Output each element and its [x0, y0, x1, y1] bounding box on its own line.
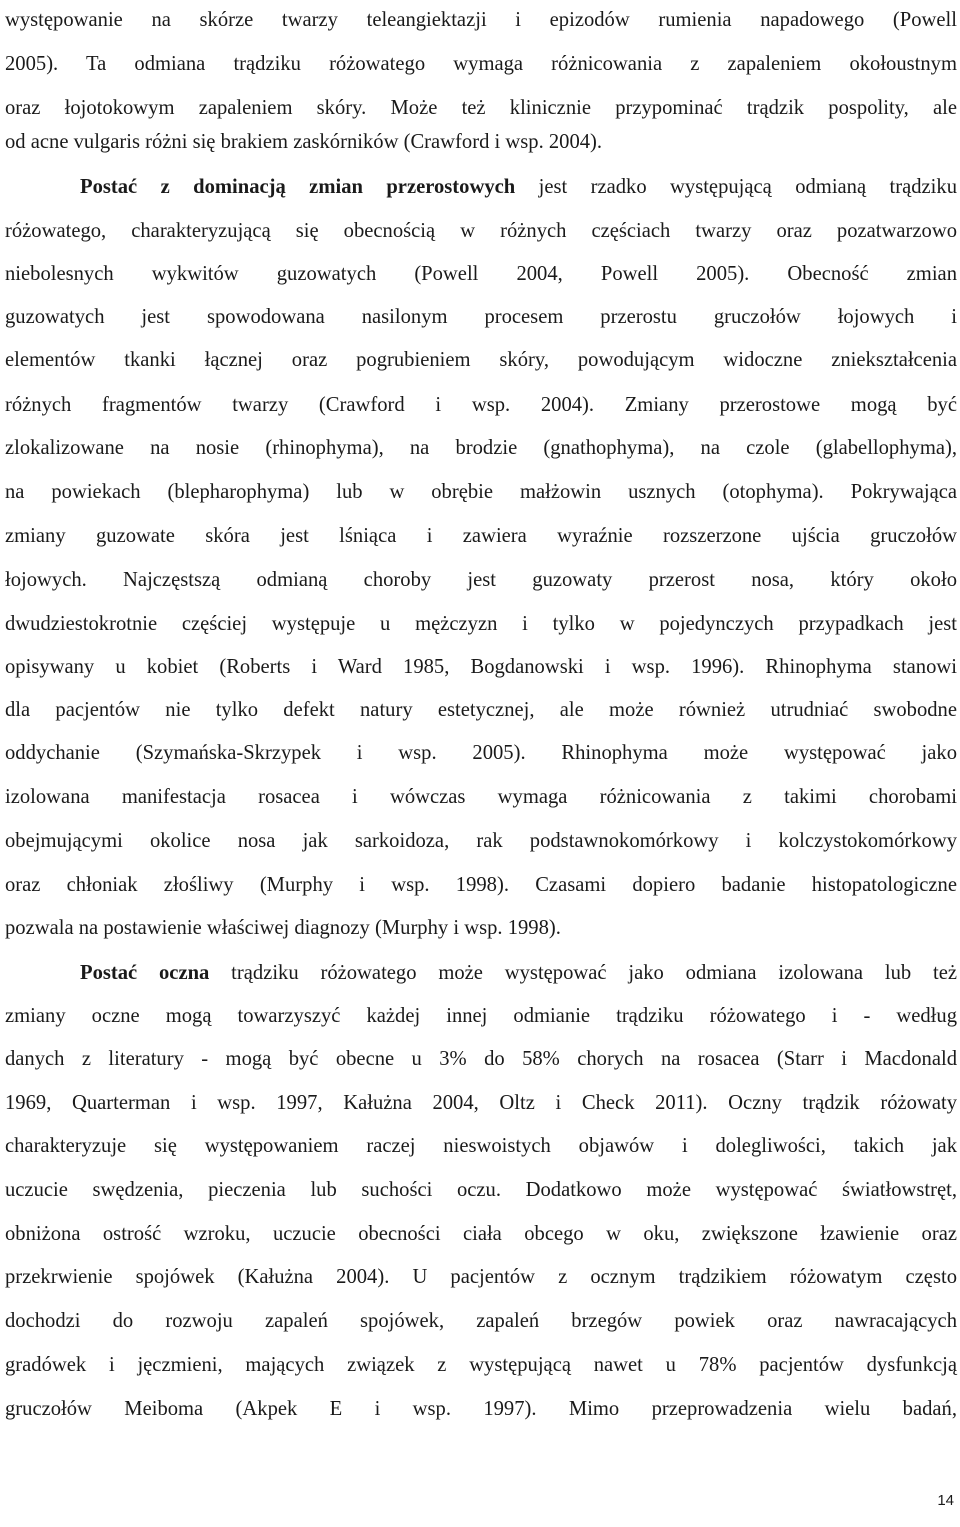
- text-segment: gradówek i jęczmieni, mających związek z występującą nawet u 78% pacjentów dysfunkcją: [5, 1354, 957, 1376]
- text-segment: obniżona ostrość wzroku, uczucie obecności ciała obcego w oku, zwiększone łzawienie oraz: [5, 1223, 957, 1245]
- text-line: [5, 216, 957, 246]
- text-line: [5, 93, 957, 123]
- text-line: [5, 345, 957, 375]
- text-segment: uczucie swędzenia, pieczenia lub suchości oczu. Dodatkowo może występować światłowstręt,: [5, 1179, 957, 1201]
- text-segment: 1969, Quarterman i wsp. 1997, Kałużna 2004, Oltz i Check 2011). Oczny trądzik różowaty: [5, 1092, 957, 1114]
- text-line: [5, 782, 957, 812]
- text-segment: od acne vulgaris różni się brakiem zaskórników (Crawford i wsp. 2004).: [5, 131, 603, 153]
- text-line: [5, 565, 957, 595]
- text-segment: 2005). Ta odmiana trądziku różowatego wymaga różnicowania z zapaleniem okołoustnym: [5, 53, 957, 75]
- text-line: [5, 172, 957, 202]
- text-line: [5, 302, 957, 332]
- text-line: [5, 652, 957, 682]
- text-line: [5, 913, 957, 943]
- text-line: [5, 477, 957, 507]
- text-segment: guzowatych jest spowodowana nasilonym procesem przerostu gruczołów łojowych i: [5, 306, 957, 328]
- text-segment: zmiany guzowate skóra jest lśniąca i zawiera wyraźnie rozszerzone ujścia gruczołów: [5, 525, 957, 547]
- text-segment: pozwala na postawienie właściwej diagnozy (Murphy i wsp. 1998).: [5, 917, 561, 939]
- text-line: [5, 870, 957, 900]
- text-segment: danych z literatury - mogą być obecne u 3% do 58% chorych na rosacea (Starr i Macdonald: [5, 1048, 957, 1070]
- text-line: [5, 521, 957, 551]
- text-segment: elementów tkanki łącznej oraz pogrubieniem skóry, powodującym widoczne zniekształcenia: [5, 349, 957, 371]
- text-segment: dla pacjentów nie tylko defekt natury estetycznej, ale może również utrudniać swobodne: [5, 699, 957, 721]
- text-segment: oddychanie (Szymańska-Skrzypek i wsp. 2005). Rhinophyma może występować jako: [5, 742, 957, 764]
- bold-heading-phrase: Postać oczna: [80, 962, 210, 984]
- text-segment: niebolesnych wykwitów guzowatych (Powell 2004, Powell 2005). Obecność zmian: [5, 263, 957, 285]
- text-segment: opisywany u kobiet (Roberts i Ward 1985, Bogdanowski i wsp. 1996). Rhinophyma stanowi: [5, 656, 957, 678]
- text-segment: charakteryzuje się występowaniem raczej nieswoistych objawów i dolegliwości, takich jak: [5, 1135, 957, 1157]
- text-line: [5, 609, 957, 639]
- text-line: [5, 826, 957, 856]
- text-line: [5, 738, 957, 768]
- text-segment: obejmującymi okolice nosa jak sarkoidoza, rak podstawnokomórkowy i kolczystokomórkowy: [5, 830, 957, 852]
- text-segment: gruczołów Meiboma (Akpek E i wsp. 1997). Mimo przeprowadzenia wielu badań,: [5, 1398, 957, 1420]
- text-segment: różowatego, charakteryzującą się obecnością w różnych częściach twarzy oraz pozatwarzowo: [5, 220, 957, 242]
- text-segment: łojowych. Najczęstszą odmianą choroby jest guzowaty przerost nosa, który około: [5, 569, 957, 591]
- text-segment: trądziku różowatego może występować jako odmiana izolowana lub też: [209, 962, 957, 984]
- text-segment: występowanie na skórze twarzy teleangiektazji i epizodów rumienia napadowego (Powell: [5, 9, 957, 31]
- text-line: [5, 127, 957, 157]
- text-line: [5, 1219, 957, 1249]
- text-line: [5, 49, 957, 79]
- text-line: [5, 433, 957, 463]
- text-segment: zmiany oczne mogą towarzyszyć każdej innej odmianie trądziku różowatego i - według: [5, 1005, 957, 1027]
- text-line: [5, 958, 957, 988]
- text-segment: przekrwienie spojówek (Kałużna 2004). U pacjentów z ocznym trądzikiem różowatym często: [5, 1266, 957, 1288]
- text-line: [5, 1088, 957, 1118]
- text-line: [5, 259, 957, 289]
- text-line: [5, 695, 957, 725]
- text-segment: jest rzadko występującą odmianą trądziku: [515, 176, 957, 198]
- text-line: [5, 1350, 957, 1380]
- text-segment: dochodzi do rozwoju zapaleń spojówek, zapaleń brzegów powiek oraz nawracających: [5, 1310, 957, 1332]
- text-segment: dwudziestokrotnie częściej występuje u mężczyzn i tylko w pojedynczych przypadkach jest: [5, 613, 957, 635]
- text-line: [5, 1131, 957, 1161]
- text-line: [5, 5, 957, 35]
- text-line: [5, 1044, 957, 1074]
- text-segment: zlokalizowane na nosie (rhinophyma), na brodzie (gnathophyma), na czole (glabellophyma),: [5, 437, 957, 459]
- text-segment: różnych fragmentów twarzy (Crawford i wsp. 2004). Zmiany przerostowe mogą być: [5, 394, 957, 416]
- bold-heading-phrase: Postać z dominacją zmian przerostowych: [80, 176, 516, 198]
- text-line: [5, 1262, 957, 1292]
- text-line: [5, 390, 957, 420]
- text-line: [5, 1394, 957, 1424]
- text-line: [5, 1306, 957, 1336]
- text-segment: izolowana manifestacja rosacea i wówczas wymaga różnicowania z takimi chorobami: [5, 786, 957, 808]
- text-segment: na powiekach (blepharophyma) lub w obrębie małżowin usznych (otophyma). Pokrywająca: [5, 481, 957, 503]
- text-segment: oraz łojotokowym zapaleniem skóry. Może też klinicznie przypominać trądzik pospolity, ale: [5, 97, 957, 119]
- text-segment: oraz chłoniak złośliwy (Murphy i wsp. 1998). Czasami dopiero badanie histopatologiczne: [5, 874, 957, 896]
- text-line: [5, 1175, 957, 1205]
- text-line: [5, 1001, 957, 1031]
- page-number: 14: [937, 1492, 954, 1509]
